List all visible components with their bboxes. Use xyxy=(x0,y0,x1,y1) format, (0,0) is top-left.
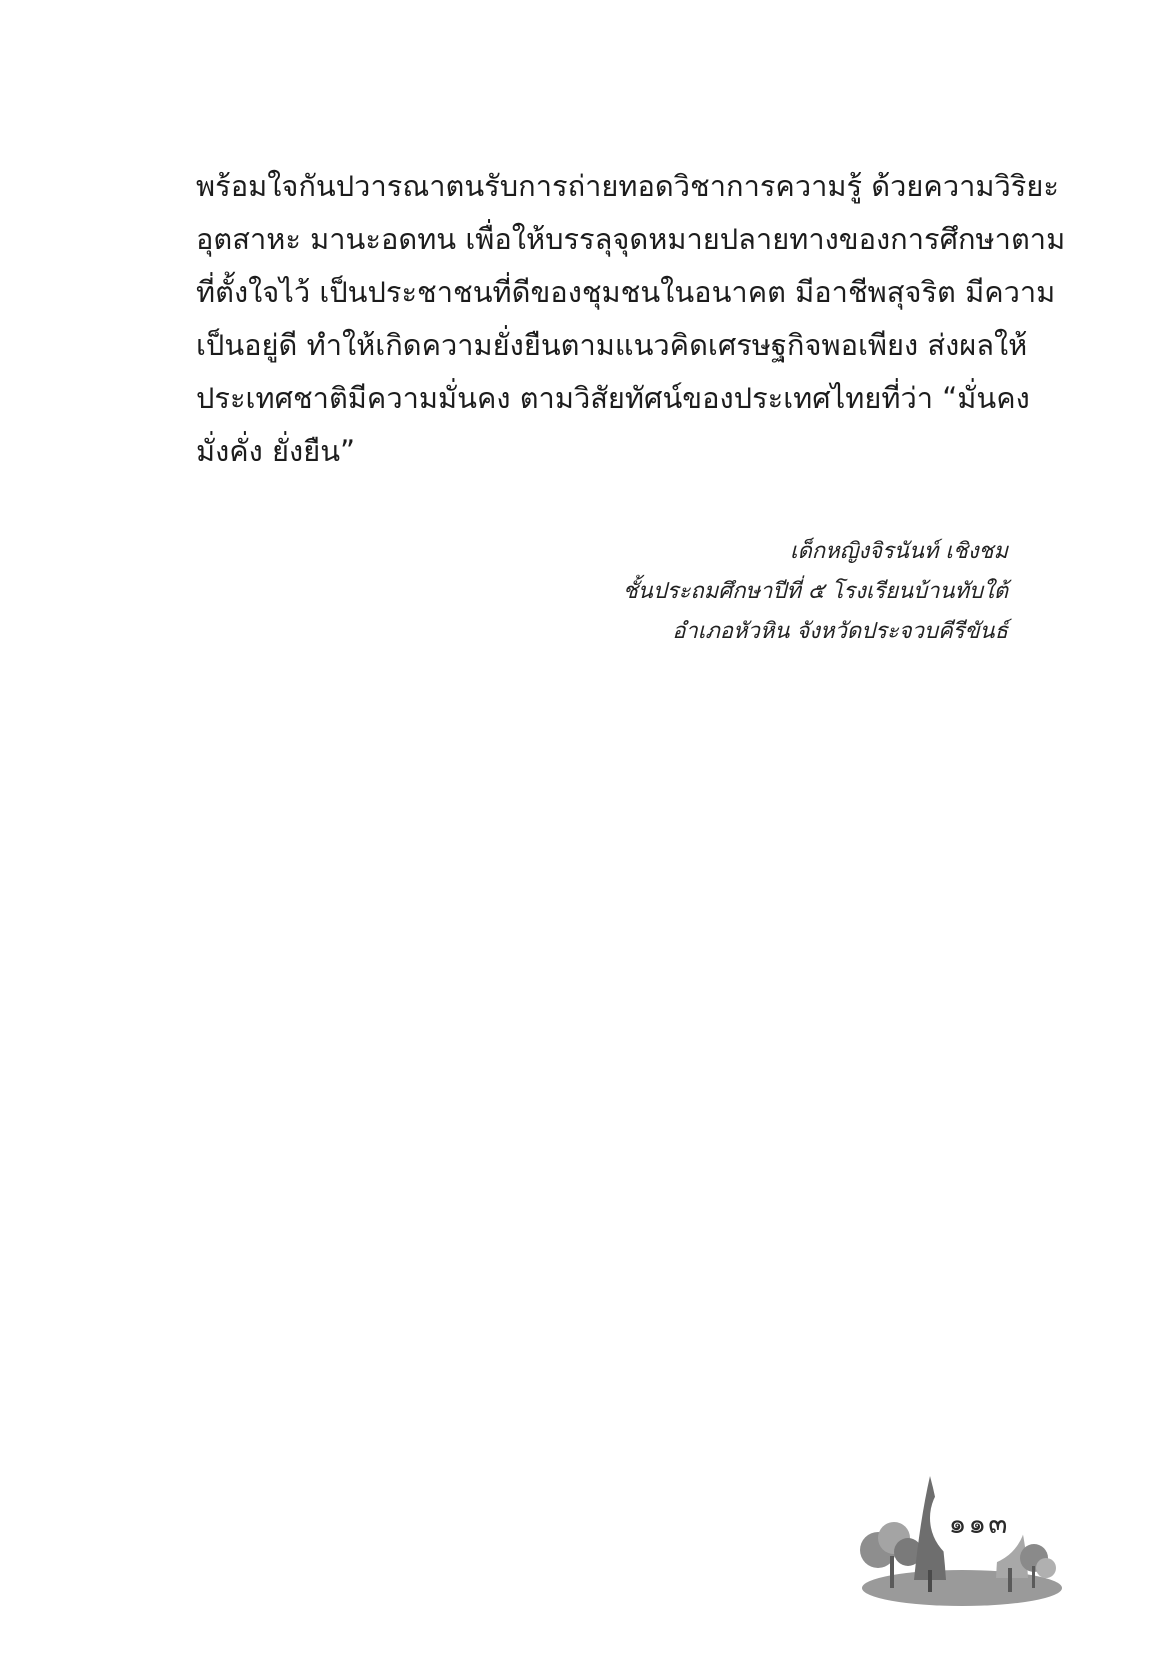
author-name: เด็กหญิงจิรนันท์ เชิงชม xyxy=(789,539,1008,564)
paragraph-line: พร้อมใจกันปวารณาตนรับการถ่ายทอดวิชาการความรู้ ด้วยความวิริยะ xyxy=(196,169,1059,203)
paragraph-line: มั่งคั่ง ยั่งยืน” xyxy=(196,434,356,468)
body-paragraph xyxy=(196,160,1066,478)
page-number: ๑๑๓ xyxy=(948,1507,1010,1540)
paragraph-line: ประเทศชาติมีความมั่นคง ตามวิสัยทัศน์ของประเทศไทยที่ว่า “มั่นคง xyxy=(196,381,1030,415)
author-location: อำเภอหัวหิน จังหวัดประจวบคีรีขันธ์ xyxy=(672,619,1008,644)
paragraph-line: เป็นอยู่ดี ทำให้เกิดความยั่งยืนตามแนวคิดเศรษฐกิจพอเพียง ส่งผลให้ xyxy=(196,328,1028,362)
page-number-badge xyxy=(850,1460,1070,1610)
paragraph-line: ที่ตั้งใจไว้ เป็นประชาชนที่ดีของชุมชนในอนาคต มีอาชีพสุจริต มีความ xyxy=(196,275,1056,309)
paragraph-line: อุตสาหะ มานะอดทน เพื่อให้บรรลุจุดหมายปลายทางของการศึกษาตาม xyxy=(196,222,1066,256)
author-class-school: ชั้นประถมศึกษาปีที่ ๕ โรงเรียนบ้านทับใต้ xyxy=(622,579,1008,604)
author-signature-block xyxy=(488,532,1008,652)
